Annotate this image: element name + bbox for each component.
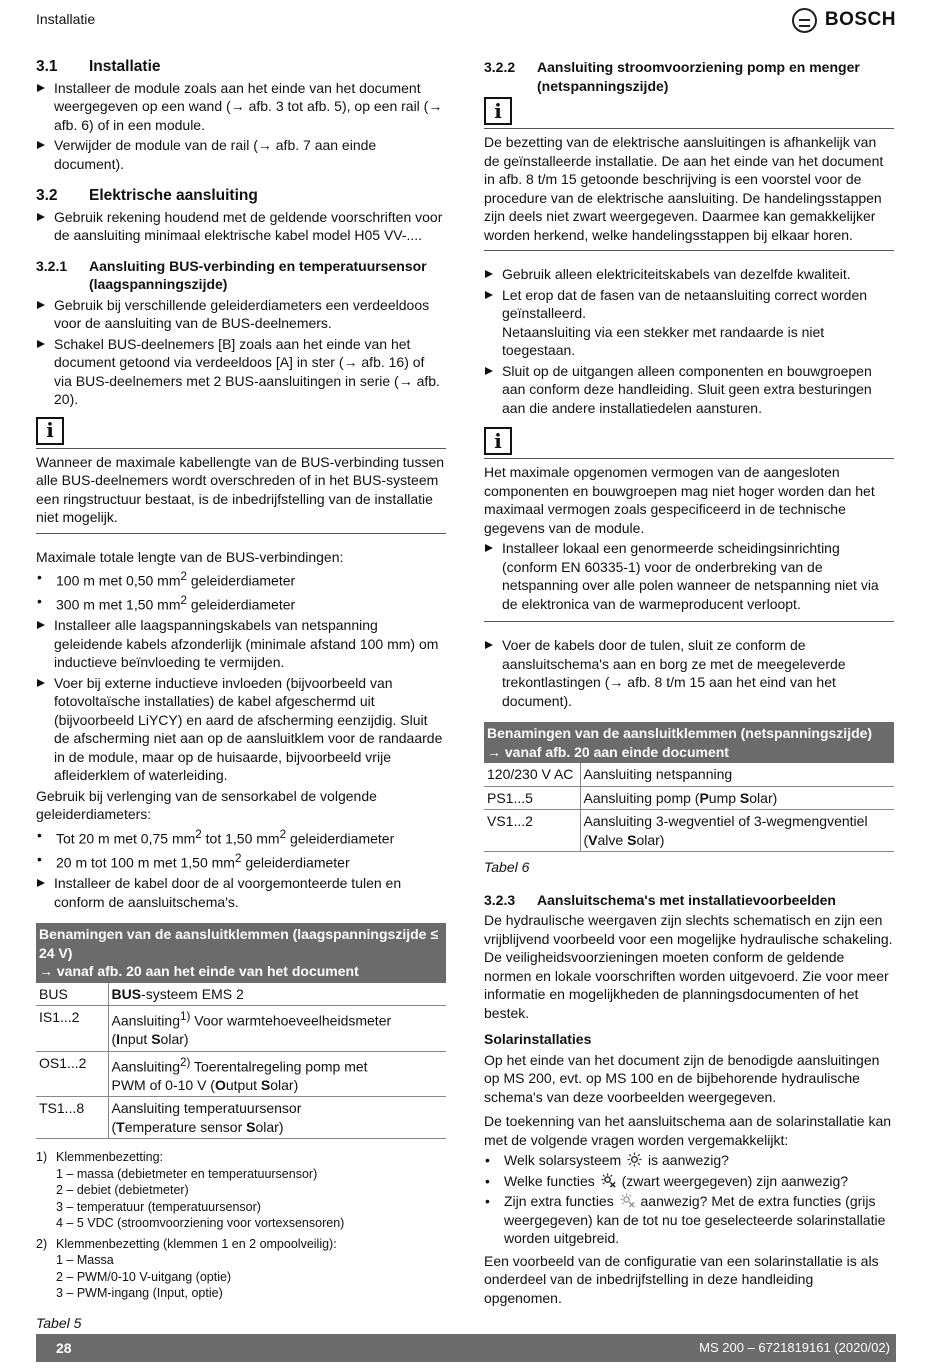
step-cable-type: Gebruik rekening houdend met de geldende voorschriften voor de aansluiting minimaal elektrische kabel model H05 VV-.... — [36, 208, 446, 245]
table-header: Benamingen van de aansluitklemmen (netspanningszijde) → vanaf afb. 20 aan einde document — [484, 722, 894, 763]
list-item: • 20 m tot 100 m met 1,50 $mm^2$ geleiderdiameter — [36, 850, 446, 872]
list-item: • 300 m met 1,50 $mm^2$ geleiderdiameter — [36, 592, 446, 614]
step-cable-glands: Installeer de kabel door de al voorgemonteerde tulen en conform de aansluitschema's. — [36, 874, 446, 911]
table-header: Benamingen van de aansluitklemmen (laagspanningszijde ≤ 24 V) → vanaf afb. 20 aan het einde van het document — [36, 923, 446, 983]
paragraph-assignment: De toekenning van het aansluitschema aan de solarinstallatie kan met de volgende vragen worden vergemakkelijkt: — [484, 1113, 892, 1148]
heading-3-2-2: 3.2.2 Aansluiting stroomvoorziening pomp en menger (netspanningszijde) — [484, 59, 860, 94]
document-id: MS 200 – 6721819161 (2020/02) — [699, 1339, 890, 1355]
step-route-cables: Voer de kabels door de tulen, sluit ze conform de aansluitschema's aan en borg ze met de meegeleverde trekontlastingen (→ afb. 8 t/m 15 aan het eind van het document). — [484, 636, 894, 710]
brand-name: BOSCH — [824, 9, 896, 31]
list-item: • Welke functies (zwart weergegeven) zijn aanwezig? — [484, 1172, 894, 1191]
heading-3-1: 3.1 Installatie — [36, 58, 161, 75]
step-remove-module: Verwijder de module van de rail (→ afb. 7 aan einde document). — [36, 136, 446, 173]
left-column — [36, 58, 446, 1332]
solar-system-icon — [627, 1152, 642, 1167]
table-row: PS1...5 Aansluiting pomp (Pump Solar) — [484, 786, 894, 810]
heading-3-2-3: 3.2.3 Aansluitschema's met installatievoorbeelden — [484, 891, 836, 908]
table-footnotes: 1) Klemmenbezetting: 1 – massa (debietmeter en temperatuursensor) 2 – debiet (debietmeter) 3 – temperatuur (temperatuursensor) 4 – 5 VDC (stroomvoorziening voor vortexsensoren) 2) Klemmenbezetting (klemmen 1 en 2 ompoolveilig): 1 – Massa 2 – PWM/0-10 V-uitgang (optie) 3 – PWM-ingang (Input, optie) — [36, 1150, 345, 1301]
list-item: • Welk solarsysteem is aanwezig? — [484, 1151, 894, 1170]
step-shielding: Voer bij externe inductieve invloeden (bijvoorbeeld van fotovoltaïsche installaties) de kabel afgeschermd uit (bijvoorbeeld LiYCY) en aard de afscherming eenzijdig. Sluit de afscherming niet aan op de aansluitklem voor de randaarde in de module, maar op de huisaarde, bijvoorbeeld vrije afleiderklem of waterleiding. — [36, 674, 446, 785]
step-bus-wiring: Schakel BUS-deelnemers [B] zoals aan het einde van het document getoond via verdeeldoos [A] in ster (→ afb. 16) of via BUS-deelnemers met 2 BUS-aansluitingen in serie (→ afb. 20). — [36, 335, 446, 409]
bosch-armature-icon — [792, 8, 817, 33]
subheading-solar: Solarinstallaties — [484, 1031, 592, 1047]
right-column — [484, 58, 894, 1309]
list-item: • Zijn extra functies aanwezig? Met de extra functies (grijs weergegeven) kan de tot nu toe geselecteerde solarinstallatie worden uitgebreid. — [484, 1192, 894, 1248]
table-low-voltage-terminals — [36, 923, 446, 1139]
paragraph-solar-connections: Op het einde van het document zijn de benodigde aansluitingen op MS 200, evt. op MS 100 en de bijbehorende hydraulische schema's van deze voorbeelden weergegeven. — [484, 1051, 880, 1105]
page-number: 28 — [56, 1339, 72, 1356]
paragraph-example: Een voorbeeld van de configuratie van een solarinstallatie is als onderdeel van de inbedrijfstelling in deze handleiding opgenomen. — [484, 1252, 879, 1306]
max-length-intro: Maximale totale lengte van de BUS-verbindingen: — [36, 548, 344, 565]
info-note-power: i Het maximale opgenomen vermogen van de aangesloten componenten en bouwgroepen mag niet hoger worden dan het maximaal vermogen zoals gespecificeerd in de technische gegevens van de module. Installeer lokaal een genormeerde scheidingsinrichting (conform EN 60335-1) voor de onderbreking van de netspanning over alle polen wanneer de netspanning niet via de elektronica van de warmeproducent verloopt. — [484, 427, 894, 622]
heading-3-2: 3.2 Elektrische aansluiting — [36, 187, 258, 204]
page-footer — [36, 1334, 896, 1362]
header-section: Installatie — [36, 11, 96, 27]
list-item: • 100 m met 0,50 $mm^2$ geleiderdiameter — [36, 568, 446, 590]
info-icon: i — [484, 427, 512, 455]
step-phases: Let erop dat de fasen van de netaansluiting correct worden geïnstalleerd. Netaansluiting via een stekker met randaarde is niet toegestaan. — [484, 286, 894, 360]
step-junction-box: Gebruik bij verschillende geleiderdiameters een verdeeldoos voor de aansluiting van de BUS-deelnemers. — [36, 296, 446, 333]
step-separate-cables: Installeer alle laagspanningskabels van netspanning geleidende kabels afzonderlijk (minimale afstand 100 mm) om inductieve beïnvloeding te vermijden. — [36, 616, 446, 672]
paragraph-hydraulic: De hydraulische weergaven zijn slechts schematisch en zijn een vrijblijvend voorbeeld voor een mogelijke hydraulische schakeling. De veiligheidsvoorzieningen moeten conform de geldende normen en lokale voorschriften worden uitgevoerd. Zie voor meer informatie en mogelijkheden de planningsdocumenten of het bestek. — [484, 912, 893, 1021]
solar-function-icon — [601, 1173, 616, 1188]
step-same-quality-cables: Gebruik alleen elektriciteitskabels van dezelfde kwaliteit. — [484, 265, 894, 284]
info-icon: i — [484, 97, 512, 125]
list-item: • Tot 20 m met 0,75 $mm^2$ tot 1,50 $mm^2$ geleiderdiameter — [36, 826, 446, 848]
step-outputs: Sluit op de uitgangen alleen componenten en bouwgroepen aan conform deze handleiding. Sluit geen extra besturingen aan die andere installatiedelen aansturen. — [484, 362, 894, 418]
table-row: TS1...8 Aansluiting temperatuursensor (Temperature sensor Solar) — [36, 1097, 446, 1139]
page-header — [36, 10, 896, 34]
table-row: VS1...2 Aansluiting 3-wegventiel of 3-wegmengventiel (Valve Solar) — [484, 810, 894, 852]
table-row: BUS BUS-systeem EMS 2 — [36, 983, 446, 1006]
table-row: OS1...2 Aansluiting$^{2)}$ Toerentalregeling pomp met PWM of 0-10 V (Output Solar) — [36, 1051, 446, 1097]
table-mains-terminals — [484, 722, 894, 852]
table-row: IS1...2 Aansluiting$^{1)}$ Voor warmtehoeveelheidsmeter (Input Solar) — [36, 1006, 446, 1052]
heading-3-2-1: 3.2.1 Aansluiting BUS-verbinding en temperatuursensor (laagspanningszijde) — [36, 257, 427, 292]
info-note-wiring: i De bezetting van de elektrische aansluitingen is afhankelijk van de geïnstalleerde installatie. De aan het einde van het document in afb. 8 t/m 15 getoonde beschrijving is een voorstel voor de procedure van de elektrische aansluiting. De handelingsstappen zijn deels niet zwart weergegeven. Daarmee kan gemakkelijker worden herkend, welke handelingsstappen bij elkaar horen. — [484, 97, 894, 251]
extension-intro: Gebruik bij verlenging van de sensorkabel de volgende geleiderdiameters: — [36, 787, 377, 823]
extra-function-icon — [620, 1193, 635, 1208]
step-install-module: Installeer de module zoals aan het einde van het document weergegeven op een wand (→ afb. 3 tot afb. 5), op een rail (→ afb. 6) of in een module. — [36, 79, 446, 135]
info-note-bus: i Wanneer de maximale kabellengte van de BUS-verbinding tussen alle BUS-deelnemers wordt overschreden of in het BUS-systeem een ringstructuur bestaat, is de inbedrijfstelling van de installatie niet mogelijk. — [36, 417, 446, 534]
table-row: 120/230 V AC Aansluiting netspanning — [484, 763, 894, 786]
table-caption: Tabel 5 — [36, 1314, 82, 1331]
table-caption: Tabel 6 — [484, 859, 530, 875]
bosch-logo — [792, 8, 896, 33]
info-icon: i — [36, 417, 64, 445]
